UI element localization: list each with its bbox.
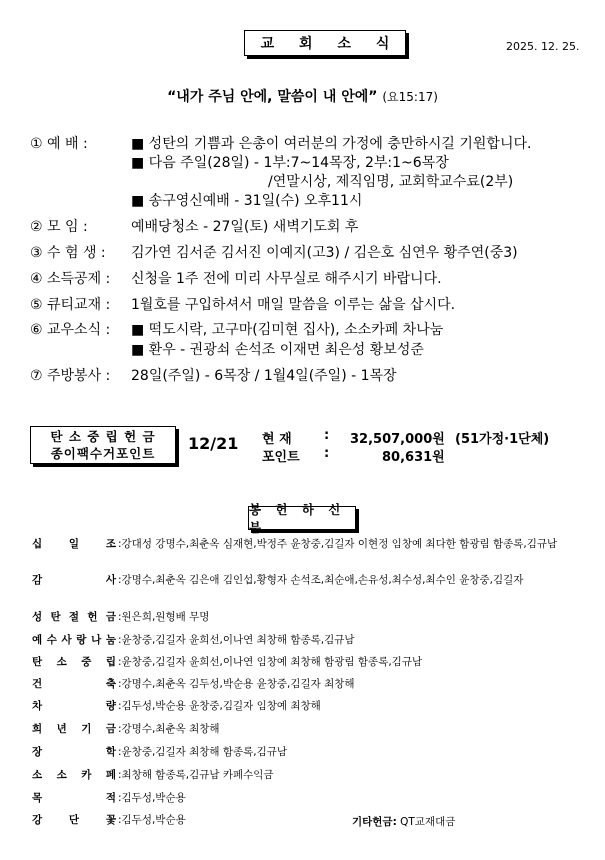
motto-ref: (요15:17) — [382, 90, 438, 104]
offering-category-char: 차 — [32, 700, 43, 712]
news-label: ① 예 배 : — [30, 136, 88, 152]
offering-category-char: 건 — [32, 678, 43, 690]
other-offering-value: QT교재대금 — [400, 816, 456, 828]
offering-category-char: 사 — [105, 574, 116, 586]
offering-category-char: 립 — [105, 656, 116, 668]
bulletin-title: 교 회 소 식 — [244, 30, 406, 56]
offering-category-char: 축 — [105, 678, 116, 690]
news-line: 김가연 김서준 김서진 이예지(고3) / 김은호 심연우 황주연(중3) — [131, 245, 518, 261]
fund-subtitle: 종이팩수거포인트 — [50, 446, 156, 461]
offering-names: :원은희,원형배 무명 — [118, 611, 210, 623]
news-line: 예배당청소 - 27일(토) 새벽기도회 후 — [131, 219, 359, 235]
news-line: ■ 환우 - 권광쇠 손석조 이재면 최은성 황보성준 — [131, 342, 424, 358]
news-line: ■ 떡도시락, 고구마(김미현 집사), 소소카페 차나눔 — [131, 322, 444, 338]
offering-category — [32, 634, 116, 646]
news-label: ④ 소득공제 : — [30, 271, 111, 287]
offering-names: :김두성,박순용 — [118, 814, 186, 826]
offering-category — [32, 611, 116, 623]
offering-category — [32, 746, 116, 758]
offering-category — [32, 792, 116, 804]
news-line: /연말시상, 제직임명, 교회학교수료(2부) — [268, 174, 514, 190]
motto — [0, 86, 605, 106]
offering-names: :강명수,최춘옥 김은애 김인섭,황형자 손석조,최순애,손유성,최수성,최수인 윤창중,김길자 — [118, 574, 524, 586]
offering-category-char: 감 — [32, 574, 43, 586]
offering-names: :강명수,최춘옥 김두성,박순용 윤창중,김길자 최창해 — [118, 678, 355, 690]
offering-names: :김두성,박순용 — [118, 792, 186, 804]
fund-point-label: 포인트 — [262, 450, 300, 465]
news-line: 1월호를 구입하셔서 매일 말씀을 이루는 삶을 삽시다. — [131, 297, 456, 313]
offering-category-char: 년 — [56, 723, 67, 735]
offering-names: :강명수,최춘옥 최창해 — [118, 723, 220, 735]
other-offering — [352, 814, 455, 829]
offering-category-char: 학 — [105, 746, 116, 758]
offering-category-char: 헌 — [87, 611, 98, 623]
offering-names: :윤창중,김길자 최창해 함종록,김규남 — [118, 746, 288, 758]
offering-category — [32, 574, 116, 586]
offering-category-char: 강 — [32, 814, 43, 826]
offering-category-char: 장 — [32, 746, 43, 758]
fund-current-sep: : — [324, 428, 330, 443]
offering-category-char: 탄 — [50, 611, 61, 623]
fund-point-sep: : — [324, 446, 330, 461]
fund-current-note: (51가정·1단체) — [455, 432, 550, 447]
offering-names: :강대성 강명수,최춘옥 심재현,박정주 윤창중,김길자 이현정 임창예 최다한 함광림 함종록,김규남 — [118, 538, 558, 550]
fund-point-value: 80,631원 — [382, 450, 445, 465]
news-label: ③ 수 험 생 : — [30, 245, 106, 261]
offering-category — [32, 700, 116, 712]
offering-category-char: 소 — [56, 656, 67, 668]
news-line: ■ 다음 주일(28일) - 1부:7~14목장, 2부:1~6목장 — [131, 155, 449, 171]
offering-category-char: 사 — [61, 634, 72, 646]
offering-names: :김두성,박순용 윤창중,김길자 임창예 최창해 — [118, 700, 321, 712]
offering-category-char: 단 — [68, 814, 80, 826]
offering-category-char: 소 — [32, 769, 43, 781]
offering-title: 봉 헌 하 신 분 — [248, 506, 356, 530]
news-line: 28일(주일) - 6목장 / 1월4일(주일) - 1목장 — [131, 368, 397, 384]
offering-names: :윤창중,김길자 윤희선,이나연 최창해 함종록,김규남 — [118, 634, 355, 646]
fund-date: 12/21 — [188, 434, 239, 453]
offering-category — [32, 538, 116, 550]
bulletin-date: 2025. 12. 25. — [506, 40, 580, 53]
news-line: 신청을 1주 전에 미리 사무실로 해주시기 바랍니다. — [131, 271, 442, 287]
offering-category-char: 수 — [46, 634, 57, 646]
news-line: ■ 송구영신예배 - 31일(수) 오후11시 — [131, 193, 363, 209]
offering-category-char: 기 — [81, 723, 92, 735]
offering-category-char: 절 — [68, 611, 80, 623]
offering-category-char: 목 — [32, 792, 43, 804]
fund-current-value: 32,507,000원 — [350, 432, 445, 447]
offering-category-char: 소 — [56, 769, 67, 781]
offering-category-char: 눔 — [105, 634, 116, 646]
motto-text: “내가 주님 안에, 말씀이 내 안에” — [167, 89, 378, 105]
offering-category-char: 예 — [32, 634, 43, 646]
offering-category — [32, 656, 116, 668]
fund-current-label: 현 재 — [262, 432, 292, 447]
offering-category-char: 카 — [81, 769, 92, 781]
news-line: ■ 성탄의 기쁨과 은총이 여러분의 가정에 충만하시길 기원합니다. — [131, 136, 532, 152]
news-label: ⑦ 주방봉사 : — [30, 368, 111, 384]
offering-category-char: 조 — [105, 538, 116, 550]
offering-category-char: 나 — [91, 634, 102, 646]
offering-category-char: 적 — [105, 792, 116, 804]
offering-category-char: 랑 — [76, 634, 87, 646]
offering-category-char: 량 — [105, 700, 116, 712]
offering-category-char: 탄 — [32, 656, 43, 668]
offering-category-char: 페 — [105, 769, 116, 781]
news-label: ⑥ 교우소식 : — [30, 322, 111, 338]
offering-category-char: 꽃 — [105, 814, 116, 826]
fund-box — [30, 426, 176, 464]
other-offering-label: 기타헌금: — [352, 816, 397, 828]
offering-category-char: 중 — [81, 656, 92, 668]
news-label: ② 모 임 : — [30, 219, 88, 235]
offering-category-char: 금 — [105, 723, 116, 735]
fund-title: 탄 소 중 립 헌 금 — [50, 429, 156, 444]
offering-names: :최창해 함종록,김규남 카페수익금 — [118, 769, 274, 781]
offering-category — [32, 723, 116, 735]
offering-category — [32, 814, 116, 826]
offering-names: :윤창중,김길자 윤희선,이나연 임창예 최창해 함광림 함종록,김규남 — [118, 656, 423, 668]
offering-category-char: 십 — [32, 538, 43, 550]
offering-category-char: 일 — [68, 538, 80, 550]
news-label: ⑤ 큐티교재 : — [30, 297, 111, 313]
offering-category — [32, 769, 116, 781]
offering-category-char: 성 — [32, 611, 43, 623]
offering-category — [32, 678, 116, 690]
offering-category-char: 금 — [105, 611, 116, 623]
offering-category-char: 희 — [32, 723, 43, 735]
